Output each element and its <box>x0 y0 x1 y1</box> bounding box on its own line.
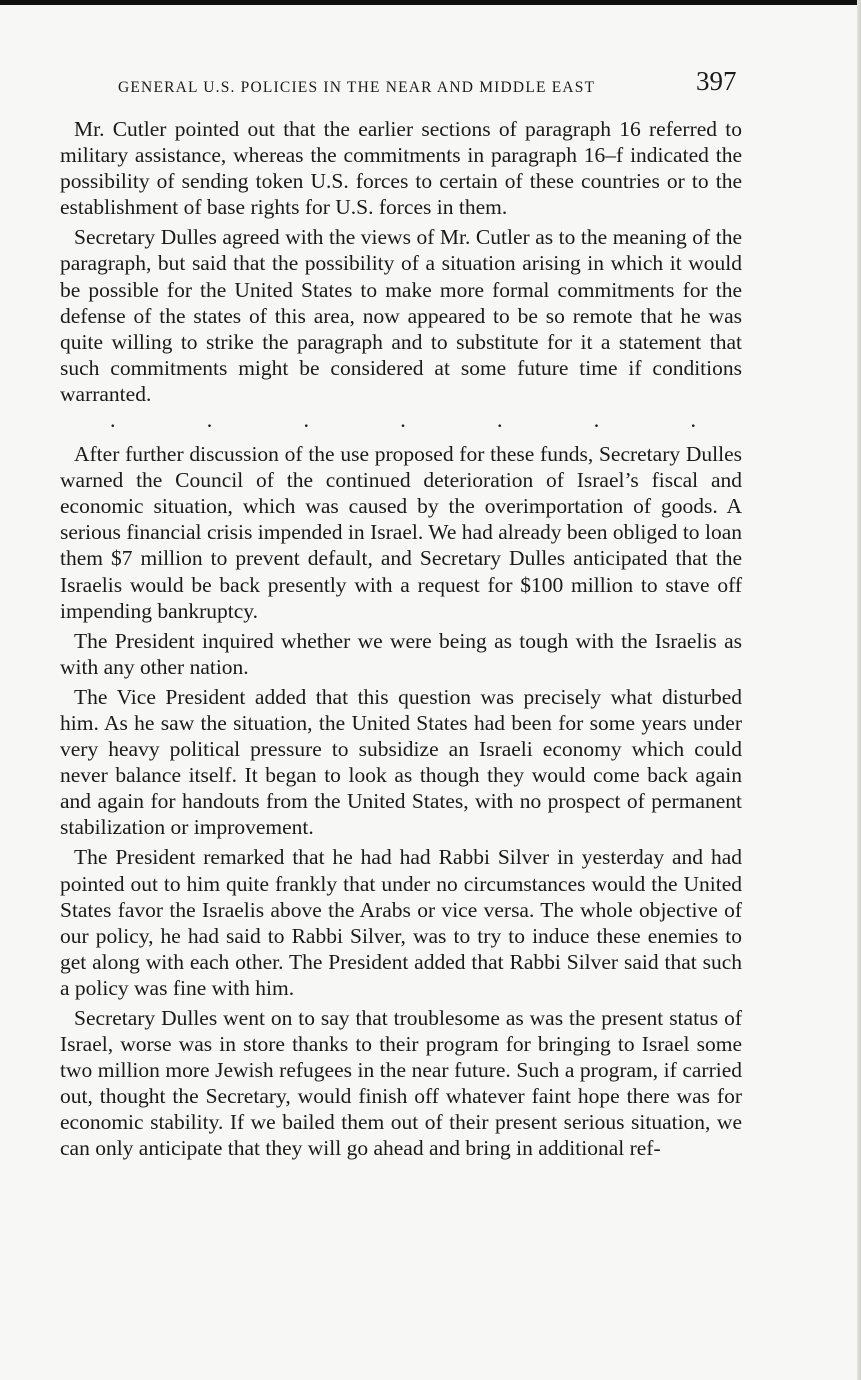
paragraph: After further discussion of the use proposed for these funds, Secretary Dulles warned the Council of the continued deterioration of Israel’s fiscal and economic situation, which was caused by the overimportation of goods. A serious financial crisis impended in Israel. We had already been obliged to loan them $7 million to prevent default, and Secretary Dulles anticipated that the Israelis would be back presently with a request for $100 million to stave off impending bankruptcy. <box>60 442 742 623</box>
ellipsis-dot: . <box>110 407 116 433</box>
ellipsis-dot: . <box>690 407 696 433</box>
paragraph: Mr. Cutler pointed out that the earlier sections of paragraph 16 referred to military assistance, whereas the commitments in paragraph 16–f indicated the possibility of sending token U.S. forces to certain of these countries or to the establishment of base rights for U.S. forces in them. <box>60 117 742 220</box>
paragraph: The President inquired whether we were being as tough with the Israelis as with any other nation. <box>60 628 742 679</box>
ellipsis-dot: . <box>497 407 503 433</box>
body-text <box>60 116 742 1166</box>
ellipsis-dot: . <box>400 407 406 433</box>
page-number: 397 <box>696 66 737 96</box>
ellipsis-dot: . <box>206 407 213 433</box>
paragraph: Secretary Dulles agreed with the views of Mr. Cutler as to the meaning of the paragraph, but said that the possibility of a situation arising in which it would be possible for the United States to make more formal commitments for the defense of the states of this area, now appeared to be so remote that he was quite willing to strike the paragraph and to substitute for it a statement that such commitments might be considered at some future time if conditions warranted. <box>60 225 742 406</box>
paragraph: The Vice President added that this question was precisely what disturbed him. As he saw the situation, the United States had been for some years under very heavy political pressure to subsidize an Israeli economy which could never balance itself. It began to look as though they would come back again and again for handouts from the United States, with no prospect of permanent stabilization or improvement. <box>60 684 742 840</box>
top-border-rule <box>0 0 861 5</box>
page-header <box>118 66 743 106</box>
ellipsis-dot: . <box>593 407 600 433</box>
page-edge <box>857 0 861 1380</box>
paragraph: Secretary Dulles went on to say that troublesome as was the present status of Israel, worse was in store thanks to their program for bringing to Israel some two million more Jewish refugees in the near future. Such a program, if carried out, thought the Secretary, would finish off whatever faint hope there was for economic stability. If we bailed them out of their present serious situation, we can only anticipate that they will go ahead and bring in additional ref- <box>60 1006 742 1161</box>
running-head: GENERAL U.S. POLICIES IN THE NEAR AND MIDDLE EAST <box>118 79 596 96</box>
ellipsis-separator <box>60 407 742 441</box>
paragraph: The President remarked that he had had Rabbi Silver in yesterday and had pointed out to him quite frankly that under no circumstances would the United States favor the Israelis above the Arabs or vice versa. The whole objective of our policy, he had said to Rabbi Silver, was to try to induce these enemies to get along with each other. The President added that Rabbi Silver said that such a policy was fine with him. <box>60 845 742 1000</box>
ellipsis-dot: . <box>303 407 309 433</box>
